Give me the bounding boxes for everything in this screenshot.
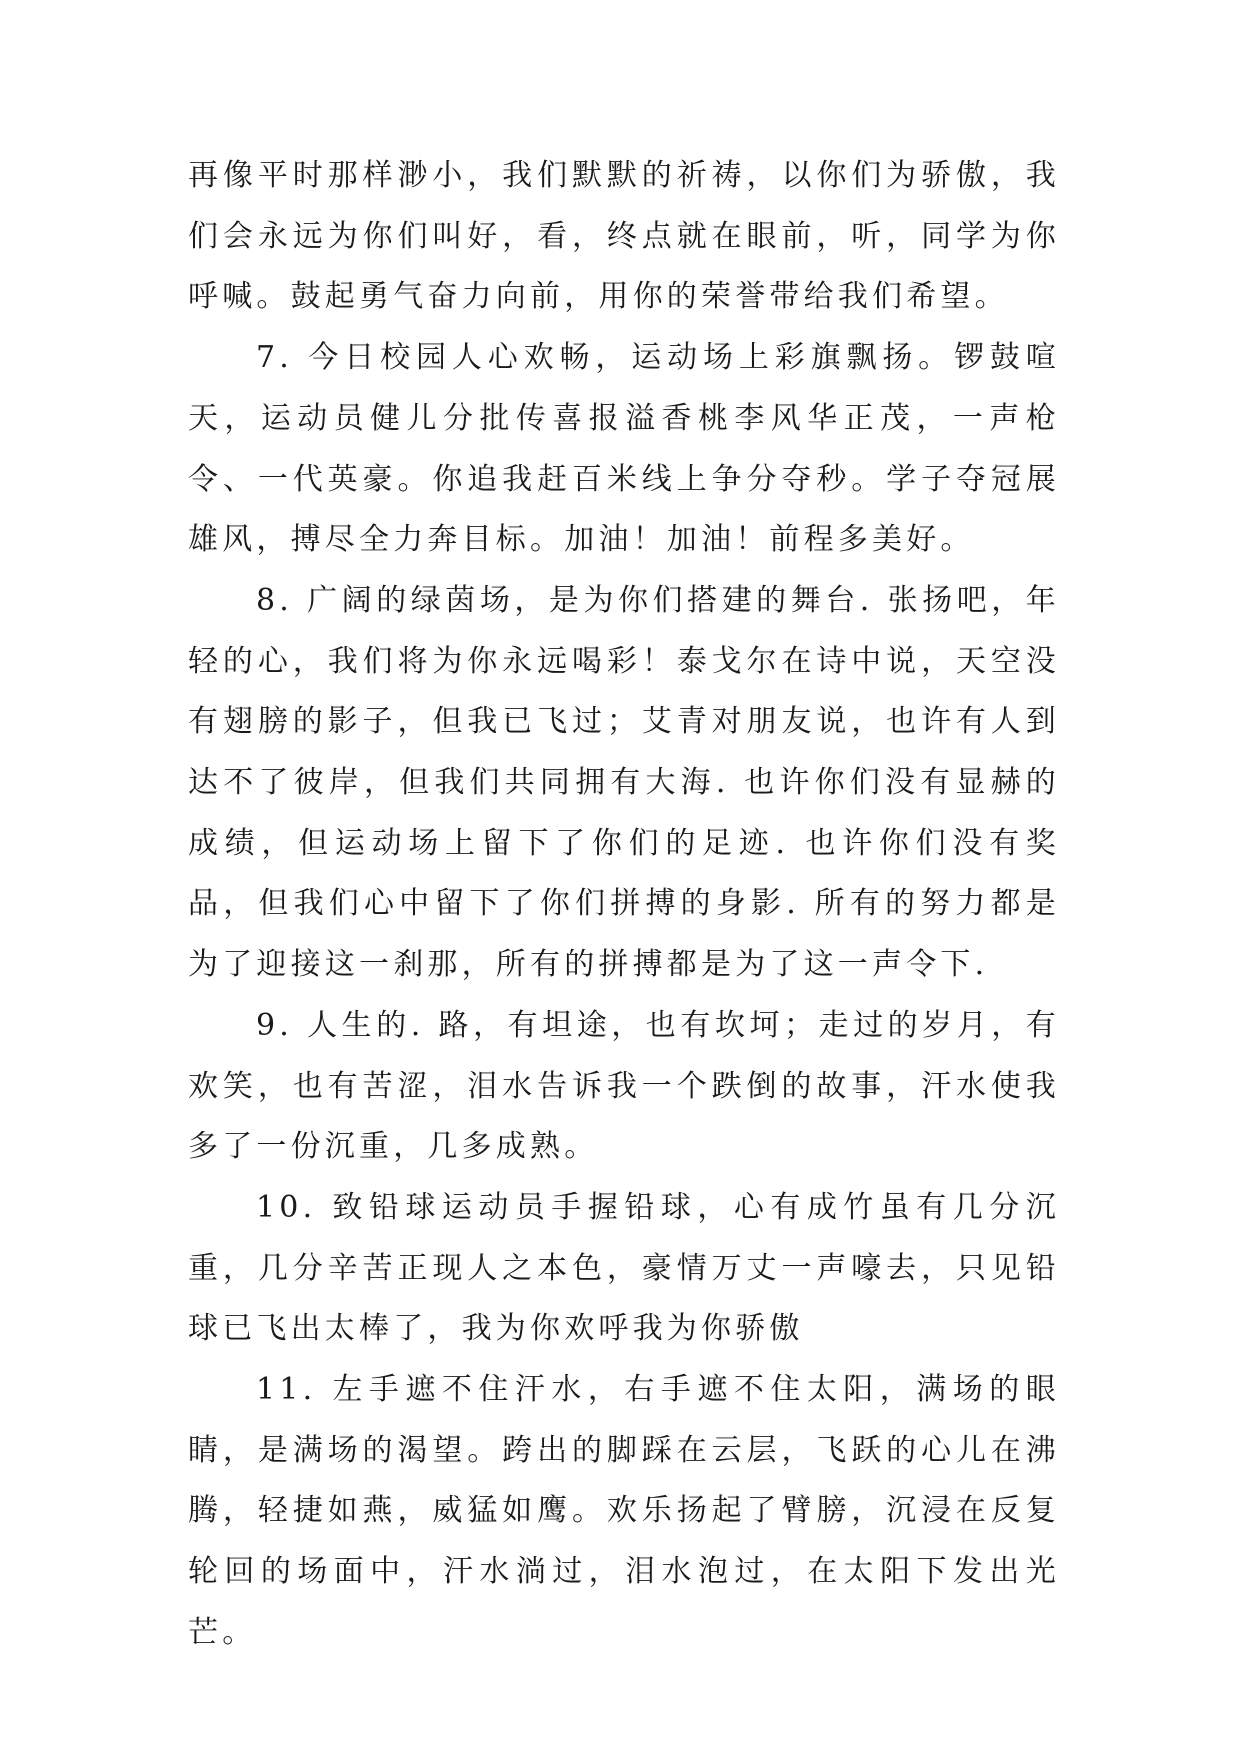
- paragraph-9: 9. 人生的. 路，有坦途，也有坎坷；走过的岁月，有欢笑，也有苦涩，泪水告诉我一个跌倒的故事，汗水使我多了一份沉重，几多成熟。: [188, 1007, 1060, 1165]
- document-body: [188, 146, 1060, 1664]
- paragraph-11: 11. 左手遮不住汗水，右手遮不住太阳，满场的眼睛，是满场的渴望。跨出的脚踩在云层，飞跃的心儿在沸腾，轻捷如燕，威猛如鹰。欢乐扬起了臂膀，沉浸在反复轮回的场面中，汗水淌过，泪水泡过，在太阳下发出光芒。: [188, 1372, 1060, 1650]
- paragraph-10: 10. 致铅球运动员手握铅球，心有成竹虽有几分沉重，几分辛苦正现人之本色，豪情万丈一声嚎去，只见铅球已飞出太棒了，我为你欢呼我为你骄傲: [188, 1189, 1060, 1347]
- paragraph-6-continued: 再像平时那样渺小，我们默默的祈祷，以你们为骄傲，我们会永远为你们叫好，看，终点就在眼前，听，同学为你呼喊。鼓起勇气奋力向前，用你的荣誉带给我们希望。: [188, 158, 1060, 315]
- paragraph-7: 7. 今日校园人心欢畅，运动场上彩旗飘扬。锣鼓喧天，运动员健儿分批传喜报溢香桃李风华正茂，一声枪令、一代英豪。你追我赶百米线上争分夺秒。学子夺冠展雄风，搏尽全力奔目标。加油！加油！前程多美好。: [188, 340, 1060, 558]
- paragraph-8: 8. 广阔的绿茵场，是为你们搭建的舞台. 张扬吧，年轻的心，我们将为你永远喝彩！泰戈尔在诗中说，天空没有翅膀的影子，但我已飞过；艾青对朋友说，也许有人到达不了彼岸，但我们共同拥有大海. 也许你们没有显赫的成绩，但运动场上留下了你们的足迹. 也许你们没有奖品，但我们心中留下了你们拼搏的身影. 所有的努力都是为了迎接这一刹那，所有的拼搏都是为了这一声令下.: [188, 582, 1060, 983]
